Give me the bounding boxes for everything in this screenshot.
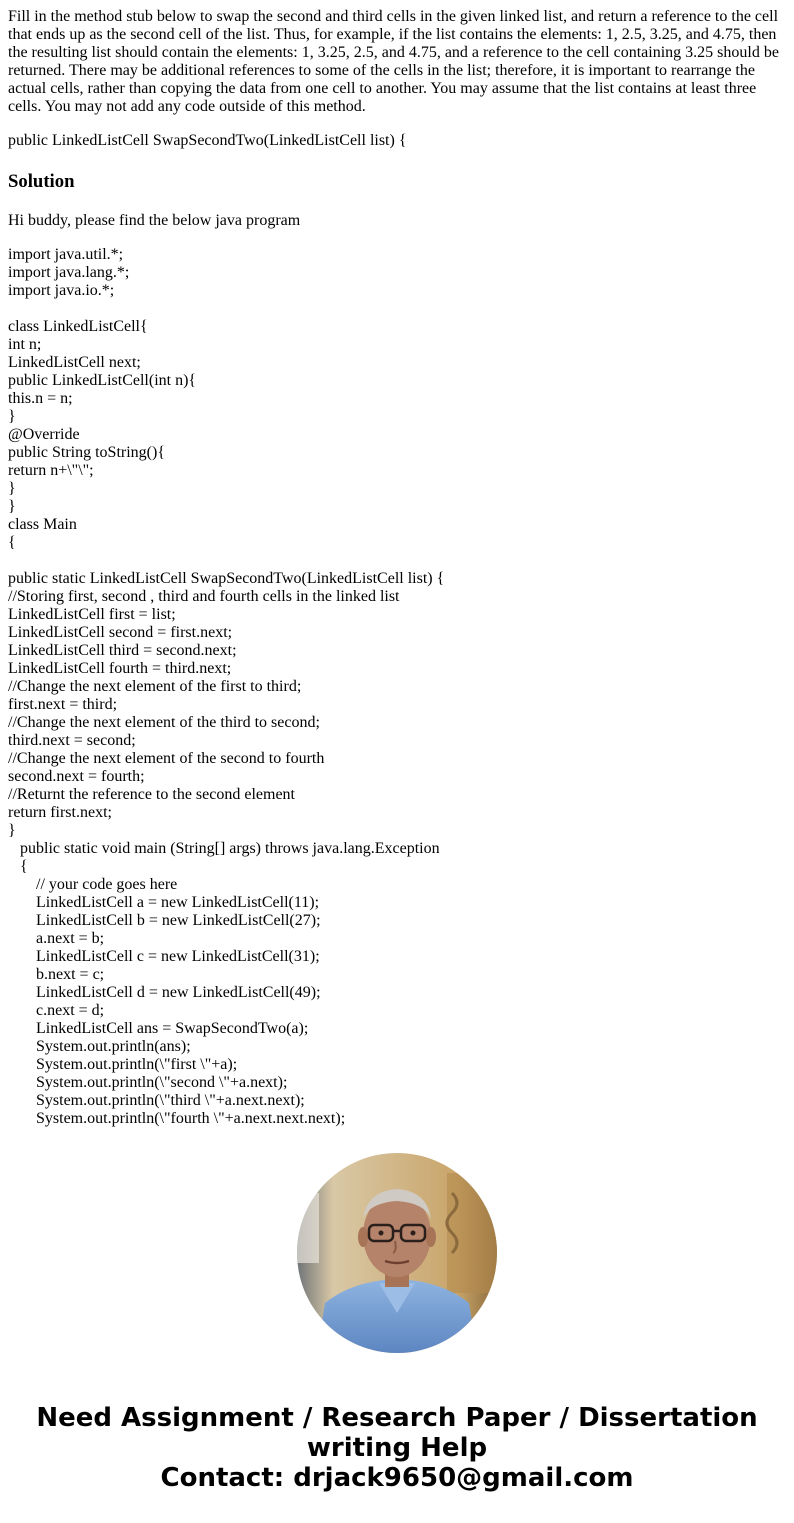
- code-line: @Override: [8, 426, 80, 443]
- code-line: [8, 552, 786, 570]
- code-line: LinkedListCell b = new LinkedListCell(27);: [8, 912, 321, 929]
- code-block: [8, 246, 786, 1128]
- code-line: //Change the next element of the first to third;: [8, 678, 302, 695]
- code-line: // your code goes here: [8, 876, 178, 893]
- footer-banner: [0, 1403, 794, 1493]
- code-line: //Storing first, second , third and fourth cells in the linked list: [8, 588, 400, 605]
- code-line: [8, 300, 786, 318]
- code-line: LinkedListCell first = list;: [8, 606, 176, 623]
- code-line: first.next = third;: [8, 696, 118, 713]
- code-line: }: [8, 822, 16, 839]
- footer-line-2: writing Help: [306, 1433, 488, 1463]
- solution-heading: Solution: [8, 171, 75, 192]
- code-line: System.out.println(\"third \"+a.next.next);: [8, 1092, 305, 1109]
- footer-contact: Contact: drjack9650@gmail.com: [160, 1463, 634, 1493]
- footer-line-1: Need Assignment / Research Paper / Dissertation: [36, 1403, 758, 1433]
- person-photo-icon: [297, 1153, 497, 1353]
- question-text: Fill in the method stub below to swap the second and third cells in the given linked list, and return a reference to the cell that ends up as the second cell of the list. Thus, for example, if the list contains the elements: 1, 2.5, 3.25, and 4.75, then the resulting list should contain the elements: 1, 3.25, 2.5, and 4.75, and a reference to the cell containing 3.25 should be returned. There may be additional references to some of the cells in the list; therefore, it is important to rearrange the actual cells, rather than copying the data from one cell to another. You may assume that the list contains at least three cells. You may not add any code outside of this method.: [8, 8, 779, 115]
- code-line: }: [8, 408, 16, 425]
- code-line: LinkedListCell fourth = third.next;: [8, 660, 232, 677]
- code-line: class Main: [8, 516, 77, 533]
- code-line: LinkedListCell c = new LinkedListCell(31);: [8, 948, 320, 965]
- code-line: a.next = b;: [8, 930, 105, 947]
- code-line: //Change the next element of the third to second;: [8, 714, 320, 731]
- code-line: import java.util.*;: [8, 246, 124, 263]
- code-line: //Change the next element of the second to fourth: [8, 750, 325, 767]
- code-line: System.out.println(\"first \"+a);: [8, 1056, 238, 1073]
- code-line: System.out.println(ans);: [8, 1038, 191, 1055]
- code-line: second.next = fourth;: [8, 768, 145, 785]
- code-line: public LinkedListCell(int n){: [8, 372, 197, 389]
- code-line: LinkedListCell third = second.next;: [8, 642, 237, 659]
- code-line: LinkedListCell d = new LinkedListCell(49);: [8, 984, 321, 1001]
- author-avatar: [297, 1153, 497, 1353]
- code-line: return first.next;: [8, 804, 112, 821]
- code-line: class LinkedListCell{: [8, 318, 148, 335]
- code-line: b.next = c;: [8, 966, 105, 983]
- code-line: public static void main (String[] args) throws java.lang.Exception: [8, 840, 440, 857]
- code-line: LinkedListCell second = first.next;: [8, 624, 233, 641]
- method-stub: public LinkedListCell SwapSecondTwo(LinkedListCell list) {: [8, 132, 407, 149]
- code-line: {: [8, 858, 28, 875]
- code-line: System.out.println(\"second \"+a.next);: [8, 1074, 288, 1091]
- code-line: LinkedListCell next;: [8, 354, 141, 371]
- code-line: LinkedListCell ans = SwapSecondTwo(a);: [8, 1020, 309, 1037]
- code-line: return n+\"\";: [8, 462, 94, 479]
- code-line: LinkedListCell a = new LinkedListCell(11);: [8, 894, 320, 911]
- code-line: public String toString(){: [8, 444, 166, 461]
- page-content: [8, 8, 786, 1128]
- code-line: int n;: [8, 336, 42, 353]
- code-line: {: [8, 534, 16, 551]
- code-line: System.out.println(\"fourth \"+a.next.next.next);: [8, 1110, 346, 1127]
- code-line: //Returnt the reference to the second element: [8, 786, 295, 803]
- code-line: this.n = n;: [8, 390, 73, 407]
- code-line: import java.io.*;: [8, 282, 115, 299]
- code-line: }: [8, 480, 16, 497]
- code-line: import java.lang.*;: [8, 264, 130, 281]
- code-line: }: [8, 498, 16, 515]
- solution-intro: Hi buddy, please find the below java program: [8, 212, 301, 229]
- code-line: third.next = second;: [8, 732, 136, 749]
- code-line: c.next = d;: [8, 1002, 105, 1019]
- code-line: public static LinkedListCell SwapSecondTwo(LinkedListCell list) {: [8, 570, 445, 587]
